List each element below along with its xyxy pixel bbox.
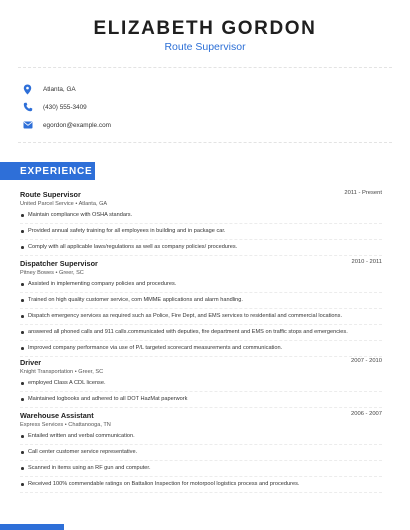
job-company: United Parcel Service • Atlanta, GA (20, 201, 108, 207)
list-item: Received 100% commendable ratings on Battalion Inspection for motorpool logistics process and procedures. (20, 480, 382, 496)
job-entry (20, 411, 382, 496)
list-item: Assisted in implementing company policies and procedures. (20, 280, 382, 296)
contact-location-text: Atlanta, GA (43, 85, 76, 93)
job-company: Knight Transportation • Greer, SC (20, 369, 104, 375)
job-entry (20, 190, 382, 259)
job-dates: 2010 - 2011 (351, 259, 382, 265)
job-bullets (20, 280, 382, 360)
candidate-name: ELIZABETH GORDON (93, 18, 317, 39)
job-dates: 2007 - 2010 (351, 358, 382, 364)
list-item: Scanned in items using an RF gun and computer. (20, 464, 382, 480)
contact-phone-text: (430) 555-3409 (43, 103, 87, 111)
section-heading-text: EXPERIENCE (20, 165, 93, 177)
contact-email-text: egordon@example.com (43, 121, 111, 129)
phone-icon (22, 102, 33, 113)
section-heading-experience (0, 162, 95, 180)
location-pin-icon (22, 84, 33, 95)
job-company: Pitney Bowes • Greer, SC (20, 270, 84, 276)
job-entry (20, 259, 382, 360)
list-item: employed Class A CDL license. (20, 379, 382, 395)
candidate-role: Route Supervisor (164, 41, 246, 53)
job-title: Route Supervisor (20, 190, 81, 199)
list-item: Trained on high quality customer service, com MMME applications and alarm handling. (20, 296, 382, 312)
contact-phone (22, 100, 87, 114)
job-company: Express Services • Chattanooga, TN (20, 422, 111, 428)
job-entry (20, 358, 382, 411)
job-dates: 2011 - Present (344, 190, 382, 196)
contact-email (22, 118, 111, 132)
divider (18, 142, 392, 143)
next-section-heading-bar (0, 524, 64, 530)
job-bullets (20, 379, 382, 411)
list-item: Maintain compliance with OSHA standars. (20, 211, 382, 227)
job-title: Driver (20, 358, 42, 367)
job-title: Warehouse Assistant (20, 411, 94, 420)
job-bullets (20, 432, 382, 496)
list-item: Comply with all applicable laws/regulations as well as company policies/ procedures. (20, 243, 382, 259)
divider (18, 67, 392, 68)
contact-location (22, 82, 76, 96)
list-item: Improved company performance via use of P/L targeted scorecard measurements and communication. (20, 344, 382, 360)
job-dates: 2006 - 2007 (351, 411, 382, 417)
email-icon (22, 120, 33, 131)
list-item: answered all phoned calls and 911 calls.communicated with deputies, fire department and EMS on traffic stops and emergencies. (20, 328, 382, 344)
list-item: Provided annual safety training for all employees in building and in package car. (20, 227, 382, 243)
list-item: Entailed written and verbal communication. (20, 432, 382, 448)
list-item: Maintained logbooks and adhered to all DOT HazMat paperwork (20, 395, 382, 411)
job-bullets (20, 211, 382, 259)
list-item: Dispatch emergency services as required such as Police, Fire Dept, and EMS services to residential and commercial locations. (20, 312, 382, 328)
list-item: Call center customer service representative. (20, 448, 382, 464)
job-title: Dispatcher Supervisor (20, 259, 98, 268)
